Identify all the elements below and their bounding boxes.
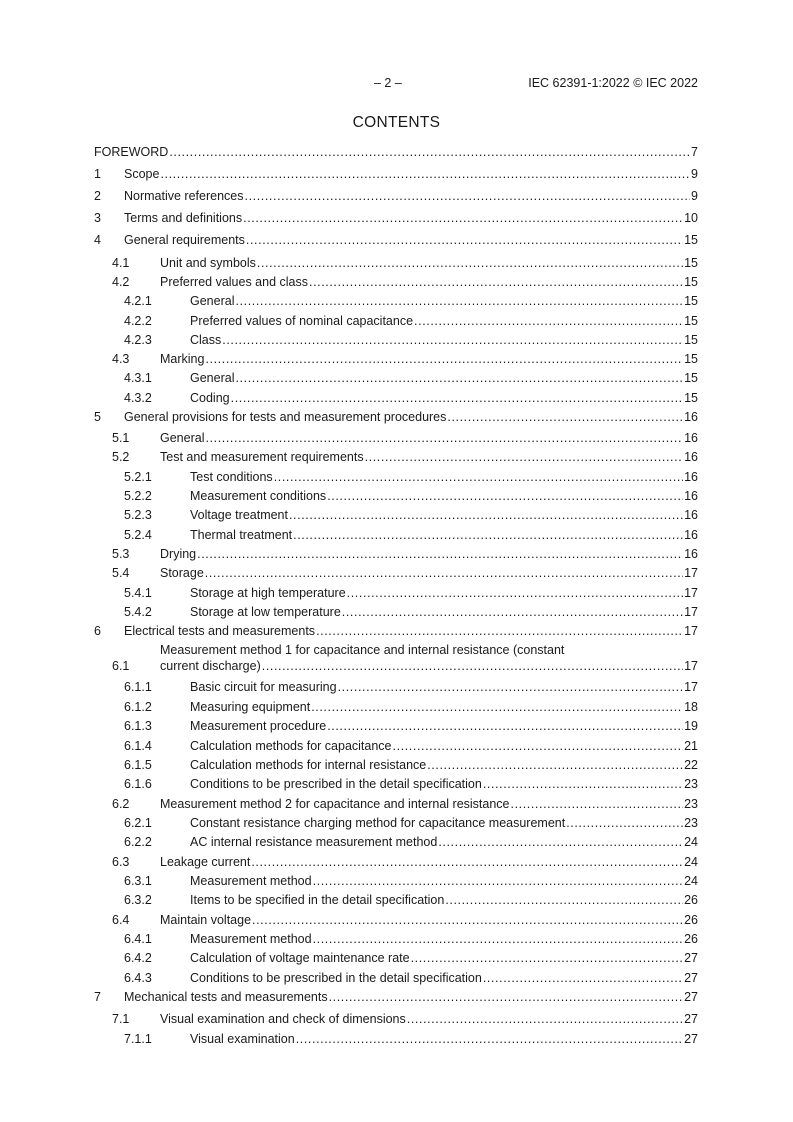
toc-entry-title: Test conditions [190, 470, 273, 484]
dot-leader [327, 489, 683, 504]
toc-entry-page: 15 [684, 233, 698, 247]
toc-entry-page: 16 [684, 528, 698, 542]
toc-entry-page: 17 [684, 605, 698, 619]
toc-entry-page: 17 [684, 566, 698, 580]
dot-leader [235, 294, 683, 309]
dot-leader [289, 508, 683, 523]
toc-entry[interactable] [94, 1031, 698, 1047]
toc-entry-page: 15 [684, 391, 698, 405]
toc-entry-page: 23 [684, 816, 698, 830]
dot-leader [316, 624, 683, 639]
toc-entry-page: 27 [684, 990, 698, 1004]
dot-leader [251, 855, 683, 870]
toc-entry[interactable] [94, 469, 698, 485]
toc-entry-page: 15 [684, 275, 698, 289]
dot-leader [160, 167, 690, 182]
toc-entry-page: 24 [684, 874, 698, 888]
toc-entry-page: 16 [684, 508, 698, 522]
toc-entry-title: Class [190, 333, 222, 347]
toc-entry-title: Measurement conditions [190, 489, 327, 503]
dot-leader [347, 586, 683, 601]
toc-entry-title: Measurement method [190, 874, 312, 888]
toc-entry[interactable] [94, 507, 698, 523]
toc-entry-page: 17 [684, 659, 698, 673]
toc-entry-number: 3 [94, 211, 101, 225]
toc-entry-number: 6.2.2 [124, 835, 152, 849]
toc-entry-number: 4.3.2 [124, 391, 152, 405]
toc-entry-page: 26 [684, 932, 698, 946]
toc-entry-page: 16 [684, 470, 698, 484]
toc-entry-title: Marking [160, 352, 205, 366]
toc-entry-number: 6.2.1 [124, 816, 152, 830]
toc-entry[interactable] [94, 623, 698, 639]
toc-entry-title: Test and measurement requirements [160, 450, 364, 464]
dot-leader [252, 913, 683, 928]
toc-entry-number: 5.2.2 [124, 489, 152, 503]
dot-leader [483, 777, 683, 792]
toc-entry-title: Normative references [124, 189, 244, 203]
dot-leader [483, 971, 683, 986]
toc-entry-title: Drying [160, 547, 197, 561]
toc-entry-page: 22 [684, 758, 698, 772]
toc-entry-number: 6.1 [112, 659, 130, 673]
toc-entry-number: 6.3.2 [124, 893, 152, 907]
toc-entry-title: Terms and definitions [124, 211, 243, 225]
toc-entry-number: 6.1.6 [124, 777, 152, 791]
toc-entry-title: Preferred values of nominal capacitance [190, 314, 414, 328]
dot-leader [342, 605, 683, 620]
dot-leader [511, 797, 684, 812]
toc-entry[interactable] [94, 332, 698, 348]
toc-entry-title: Measuring equipment [190, 700, 311, 714]
dot-leader [427, 758, 683, 773]
toc-entry[interactable] [94, 546, 698, 562]
dot-leader [222, 333, 683, 348]
toc-entry[interactable] [94, 776, 698, 792]
toc-entry-page: 26 [684, 913, 698, 927]
toc-entry-page: 16 [684, 431, 698, 445]
toc-entry-title: Items to be specified in the detail specification [190, 893, 445, 907]
toc-entry[interactable] [94, 527, 698, 543]
toc-entry-number: 5.4.2 [124, 605, 152, 619]
toc-entry-number: 5.4 [112, 566, 130, 580]
toc-entry-number: 4 [94, 233, 101, 247]
toc-entry[interactable] [94, 643, 698, 674]
dot-leader [231, 391, 683, 406]
toc-entry-page: 16 [684, 489, 698, 503]
toc-entry-title: Maintain voltage [160, 913, 252, 927]
toc-entry-title: Storage at low temperature [190, 605, 341, 619]
dot-leader [274, 470, 683, 485]
toc-entry-page: 17 [684, 624, 698, 638]
toc-entry[interactable] [94, 188, 698, 204]
toc-entry-title: Conditions to be prescribed in the detail specification [190, 971, 482, 985]
toc-entry-title: General provisions for tests and measurement procedures [124, 410, 447, 424]
toc-entry-page: 27 [684, 1032, 698, 1046]
toc-entry-page: 17 [684, 586, 698, 600]
toc-entry[interactable] [94, 293, 698, 309]
toc-entry-page: 15 [684, 256, 698, 270]
toc-title: CONTENTS [352, 114, 441, 131]
toc-entry[interactable] [94, 488, 698, 504]
toc-entry-number: 5.2.1 [124, 470, 152, 484]
toc-entry-title: General [190, 371, 235, 385]
toc-entry-page: 18 [684, 700, 698, 714]
document-identifier: IEC 62391-1:2022 © IEC 2022 [528, 76, 698, 90]
toc-entry-number: 6.1.4 [124, 739, 152, 753]
toc-entry-page: 10 [684, 211, 698, 225]
dot-leader [313, 874, 684, 889]
toc-entry[interactable] [94, 718, 698, 734]
toc-entry-title: Calculation of voltage maintenance rate [190, 951, 410, 965]
toc-entry-number: 6.3 [112, 855, 130, 869]
toc-entry[interactable] [94, 815, 698, 831]
dot-leader [566, 816, 683, 831]
dot-leader [205, 431, 683, 446]
toc-entry-page: 16 [684, 450, 698, 464]
toc-entry-title: Electrical tests and measurements [124, 624, 316, 638]
dot-leader [407, 1012, 683, 1027]
dot-leader [411, 951, 684, 966]
toc-entry-number: 6.2 [112, 797, 130, 811]
toc-entry[interactable] [94, 255, 698, 271]
dot-leader [365, 450, 684, 465]
toc-entry-title: AC internal resistance measurement method [190, 835, 438, 849]
toc-entry-title-continued: current discharge) [160, 658, 261, 673]
toc-entry-title: FOREWORD [94, 145, 169, 159]
toc-entry[interactable] [94, 604, 698, 620]
toc-entry-title: Scope [124, 167, 160, 181]
toc-entry-page: 15 [684, 371, 698, 385]
toc-entry-number: 7.1.1 [124, 1032, 152, 1046]
toc-entry-number: 7.1 [112, 1012, 130, 1026]
toc-entry[interactable] [94, 313, 698, 329]
toc-entry-page: 23 [684, 797, 698, 811]
toc-entry-page: 15 [684, 294, 698, 308]
toc-entry-number: 1 [94, 167, 101, 181]
toc-entry-title: General [190, 294, 235, 308]
toc-entry[interactable] [94, 989, 698, 1005]
toc-entry-page: 9 [691, 189, 698, 203]
toc-entry-number: 6.4 [112, 913, 130, 927]
toc-entry-title: Visual examination [190, 1032, 295, 1046]
toc-entry-number: 4.3.1 [124, 371, 152, 385]
toc-entry-page: 24 [684, 835, 698, 849]
toc-entry[interactable] [94, 166, 698, 182]
toc-entry[interactable] [94, 834, 698, 850]
toc-entry[interactable] [94, 854, 698, 870]
dot-leader [169, 145, 690, 160]
toc-entry-page: 21 [684, 739, 698, 753]
page-number: – 2 – [374, 76, 402, 90]
dot-leader [246, 233, 683, 248]
toc-entry-number: 5 [94, 410, 101, 424]
toc-entry[interactable] [94, 565, 698, 581]
toc-entry-page: 24 [684, 855, 698, 869]
toc-entry-page: 27 [684, 951, 698, 965]
dot-leader [329, 990, 684, 1005]
dot-leader [414, 314, 683, 329]
toc-entry-page: 15 [684, 352, 698, 366]
toc-entry-page: 27 [684, 971, 698, 985]
toc-entry[interactable] [94, 144, 698, 160]
dot-leader [235, 371, 683, 386]
toc-entry-number: 6.1.5 [124, 758, 152, 772]
toc-entry-number: 6.4.3 [124, 971, 152, 985]
toc-entry-page: 17 [684, 680, 698, 694]
dot-leader [262, 659, 683, 674]
toc-entry[interactable] [94, 409, 698, 425]
toc-entry-number: 2 [94, 189, 101, 203]
dot-leader [257, 256, 683, 271]
toc-entry[interactable] [94, 699, 698, 715]
toc-entry-number: 6.3.1 [124, 874, 152, 888]
toc-entry-title: Basic circuit for measuring [190, 680, 337, 694]
toc-entry[interactable] [94, 449, 698, 465]
toc-entry-title: General requirements [124, 233, 245, 247]
toc-entry-title: Preferred values and class [160, 275, 308, 289]
toc-entry-title: Storage at high temperature [190, 586, 346, 600]
toc-entry[interactable] [94, 351, 698, 367]
toc-entry-page: 16 [684, 410, 698, 424]
toc-entry-title: Measurement method 1 for capacitance and internal resistance (constant [160, 643, 565, 657]
toc-entry[interactable] [94, 210, 698, 226]
toc-entry-number: 6.1.2 [124, 700, 152, 714]
toc-entry-title: Calculation methods for capacitance [190, 739, 392, 753]
toc-entry-number: 4.2.1 [124, 294, 152, 308]
toc-entry-title: Unit and symbols [160, 256, 256, 270]
toc-entry-page: 19 [684, 719, 698, 733]
toc-entry[interactable] [94, 970, 698, 986]
toc-entry-number: 4.3 [112, 352, 130, 366]
toc-entry-number: 5.3 [112, 547, 130, 561]
toc-entry-number: 4.2.3 [124, 333, 152, 347]
toc-entry[interactable] [94, 679, 698, 695]
toc-entry-page: 9 [691, 167, 698, 181]
dot-leader [338, 680, 684, 695]
toc-entry-page: 26 [684, 893, 698, 907]
toc-entry-title: Conditions to be prescribed in the detail specification [190, 777, 482, 791]
toc-entry-page: 15 [684, 314, 698, 328]
toc-entry-page: 15 [684, 333, 698, 347]
toc-entry-number: 5.4.1 [124, 586, 152, 600]
toc-entry-title: Voltage treatment [190, 508, 288, 522]
toc-entry-number: 5.1 [112, 431, 130, 445]
toc-entry[interactable] [94, 370, 698, 386]
dot-leader [245, 189, 691, 204]
dot-leader [243, 211, 683, 226]
toc-entry-number: 4.2 [112, 275, 130, 289]
toc-entry[interactable] [94, 931, 698, 947]
toc-entry-title: Measurement procedure [190, 719, 327, 733]
dot-leader [445, 893, 683, 908]
toc-entry[interactable] [94, 1011, 698, 1027]
toc-entry[interactable] [94, 796, 698, 812]
dot-leader [205, 352, 683, 367]
toc-entry[interactable] [94, 232, 698, 248]
toc-entry-number: 5.2.3 [124, 508, 152, 522]
toc-entry-title: Measurement method [190, 932, 312, 946]
toc-entry-page: 16 [684, 547, 698, 561]
toc-entry-number: 4.2.2 [124, 314, 152, 328]
toc-entry-number: 6.4.1 [124, 932, 152, 946]
dot-leader [296, 1032, 683, 1047]
toc-entry-page: 23 [684, 777, 698, 791]
toc-entry-number: 6.4.2 [124, 951, 152, 965]
toc-entry[interactable] [94, 892, 698, 908]
dot-leader [393, 739, 684, 754]
toc-entry[interactable] [94, 390, 698, 406]
toc-entry-title: Constant resistance charging method for capacitance measurement [190, 816, 566, 830]
dot-leader [309, 275, 683, 290]
toc-entry[interactable] [94, 430, 698, 446]
toc-entry[interactable] [94, 950, 698, 966]
dot-leader [311, 700, 683, 715]
toc-entry-page: 27 [684, 1012, 698, 1026]
dot-leader [438, 835, 683, 850]
toc-entry-title: Coding [190, 391, 230, 405]
toc-entry-page: 7 [691, 145, 698, 159]
toc-entry-number: 6 [94, 624, 101, 638]
toc-entry-title: Mechanical tests and measurements [124, 990, 328, 1004]
toc-entry-number: 6.1.1 [124, 680, 152, 694]
toc-entry[interactable] [94, 738, 698, 754]
toc-entry-title: Measurement method 2 for capacitance and internal resistance [160, 797, 510, 811]
toc-entry[interactable] [94, 757, 698, 773]
toc-entry-title: Leakage current [160, 855, 251, 869]
toc-entry-title: Thermal treatment [190, 528, 293, 542]
toc-entry[interactable] [94, 585, 698, 601]
toc-entry-number: 5.2.4 [124, 528, 152, 542]
toc-entry-number: 5.2 [112, 450, 130, 464]
toc-entry-number: 6.1.3 [124, 719, 152, 733]
toc-entry-title: Visual examination and check of dimensions [160, 1012, 406, 1026]
dot-leader [205, 566, 683, 581]
dot-leader [293, 528, 683, 543]
dot-leader [197, 547, 683, 562]
toc-entry[interactable] [94, 873, 698, 889]
toc-entry-title: Calculation methods for internal resistance [190, 758, 427, 772]
toc-entry-title: Storage [160, 566, 204, 580]
toc-entry[interactable] [94, 912, 698, 928]
dot-leader [327, 719, 683, 734]
dot-leader [447, 410, 683, 425]
toc-entry[interactable] [94, 274, 698, 290]
dot-leader [313, 932, 684, 947]
toc-entry-title: General [160, 431, 205, 445]
toc-entry-number: 7 [94, 990, 101, 1004]
toc-entry-number: 4.1 [112, 256, 130, 270]
